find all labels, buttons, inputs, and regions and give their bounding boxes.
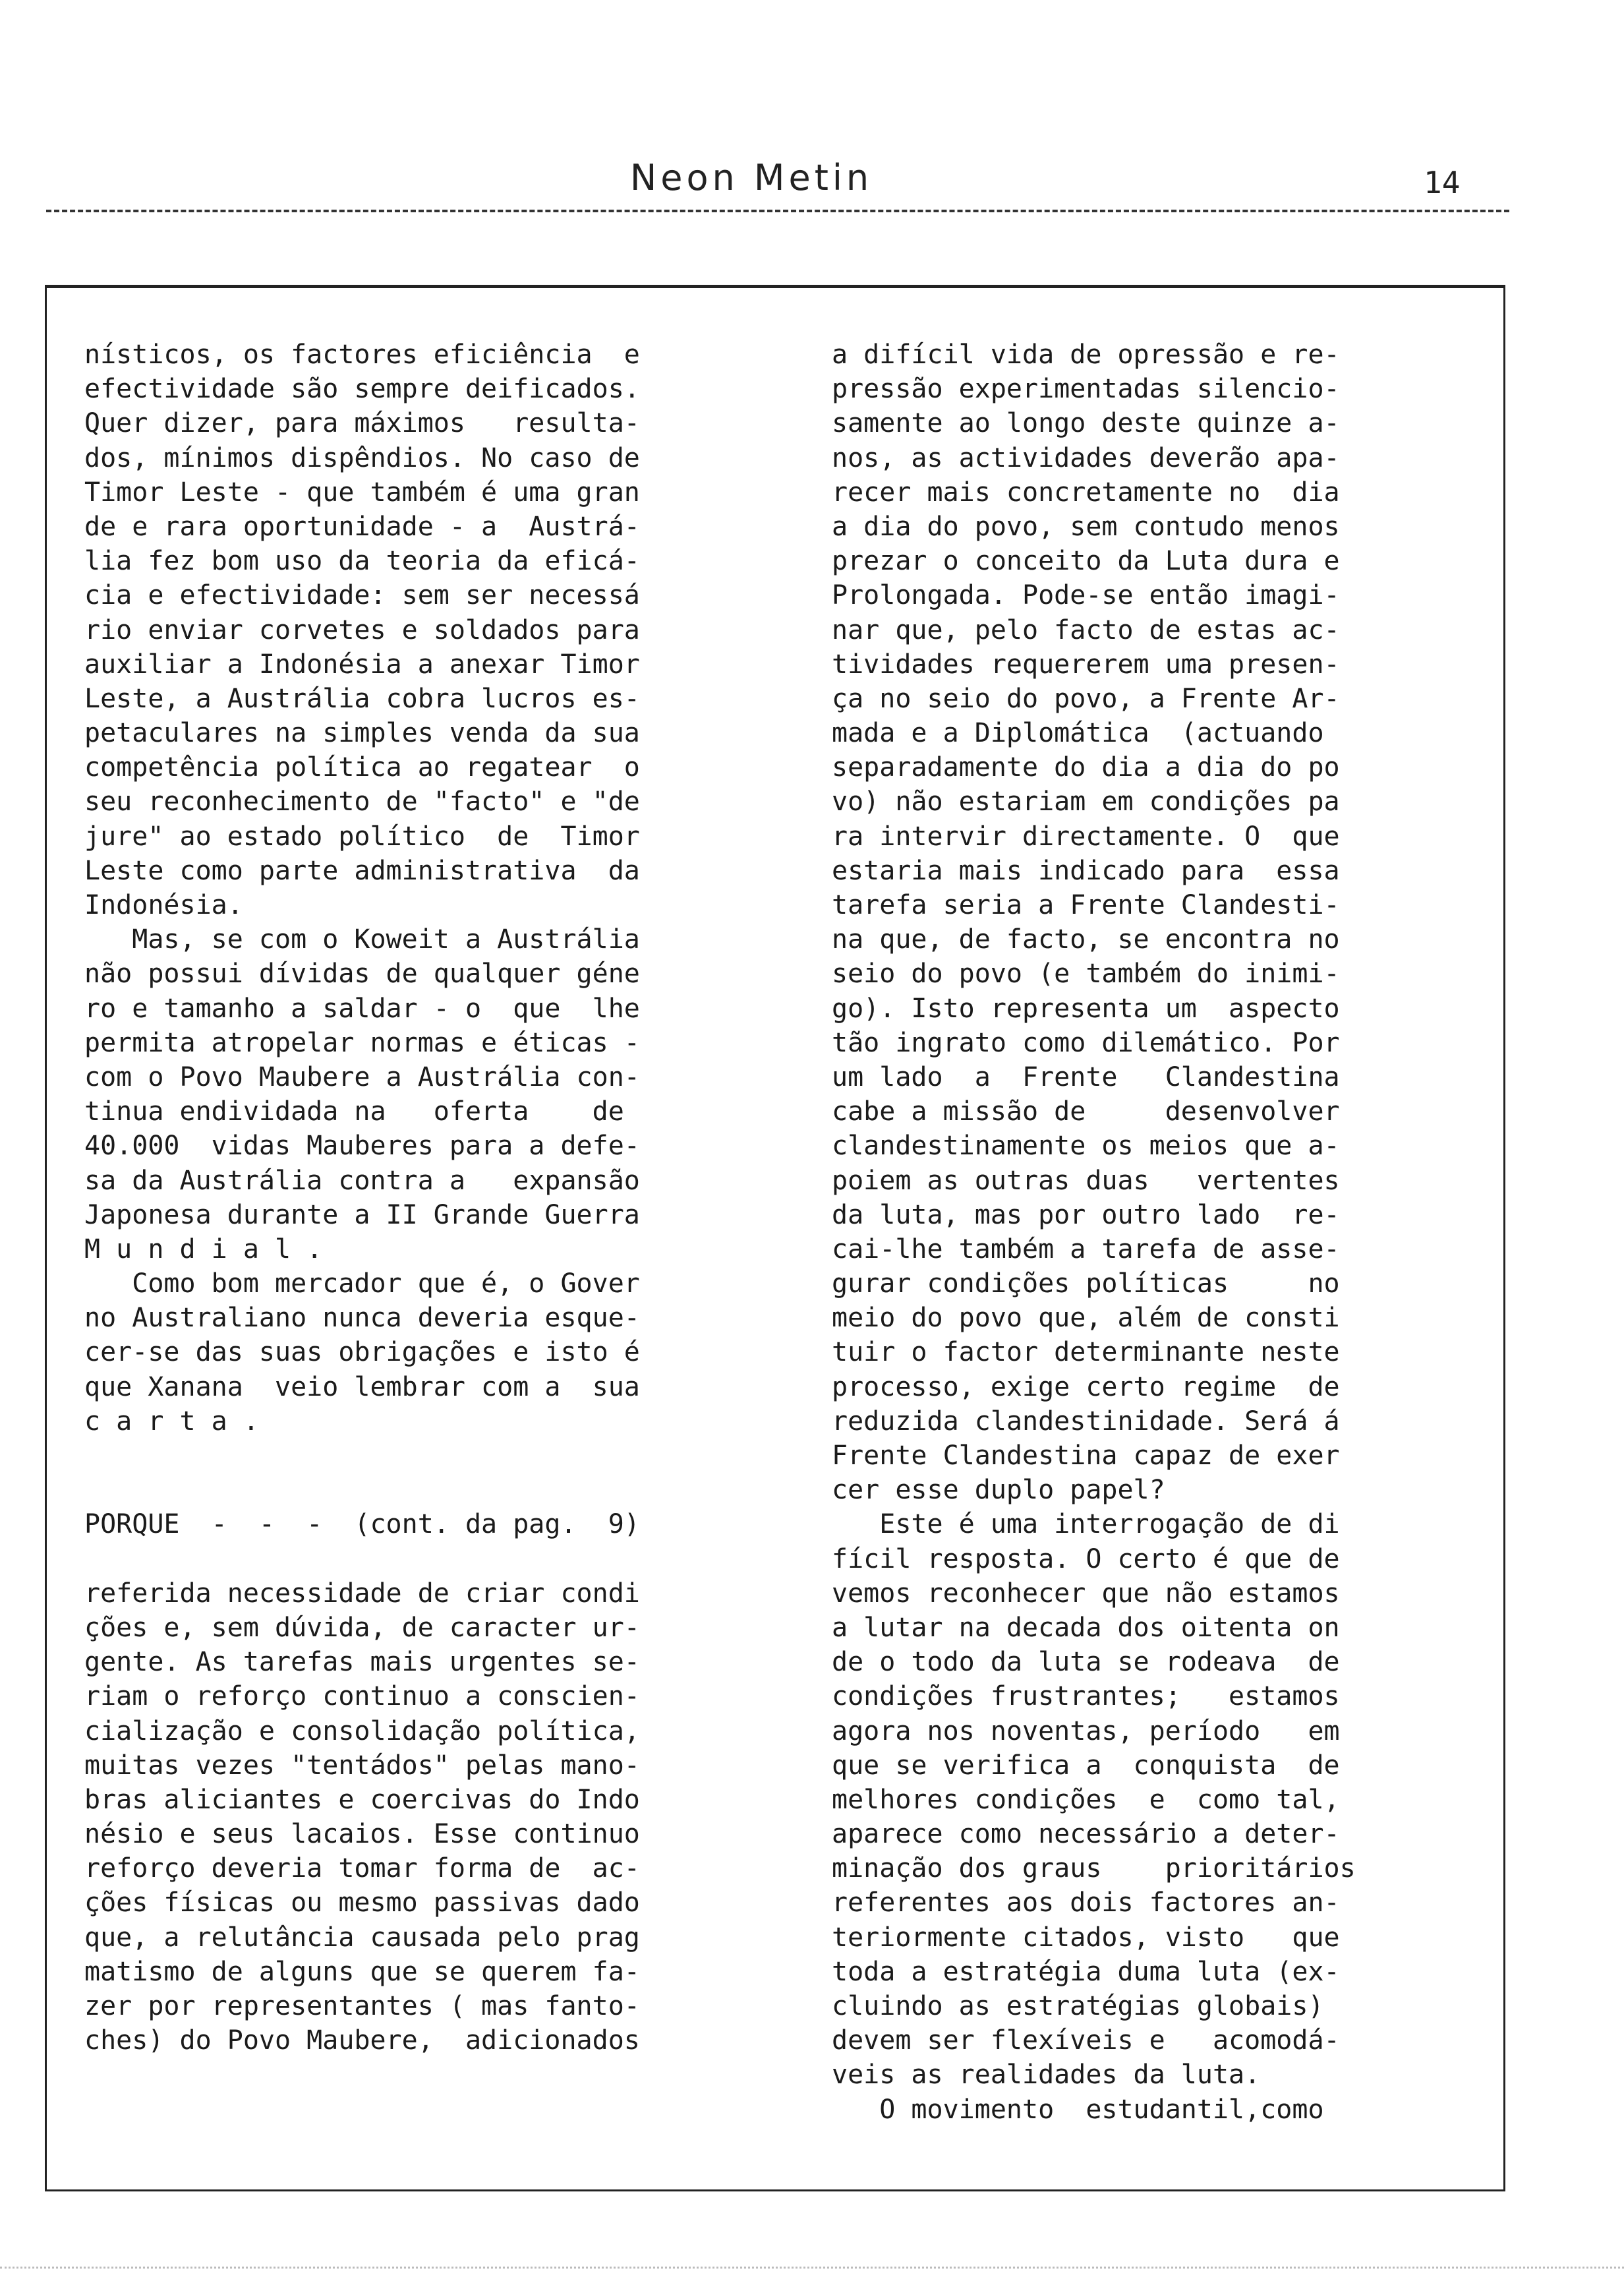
text-line: nar que, pelo facto de estas ac- — [832, 614, 1340, 645]
text-line: Leste, a Austrália cobra lucros es- — [84, 683, 640, 714]
text-line: veis as realidades da luta. — [832, 2060, 1261, 2091]
text-line: da luta, mas por outro lado re- — [832, 1199, 1340, 1230]
text-line: mada e a Diplomática (actuando — [832, 718, 1324, 749]
text-line: efectividade são sempre deificados. — [84, 374, 640, 405]
text-line: meio do povo que, além de consti — [832, 1303, 1340, 1334]
text-line: cluindo as estratégias globais) — [832, 1991, 1324, 2021]
text-line: dos, mínimos dispêndios. No caso de — [84, 442, 640, 473]
text-line: tuir o factor determinante neste — [832, 1337, 1340, 1368]
text-line: Prolongada. Pode-se então imagi- — [832, 580, 1340, 611]
text-line: tarefa seria a Frente Clandesti- — [832, 890, 1340, 920]
text-line: riam o reforço continuo a conscien- — [84, 1681, 640, 1712]
text-line: Quer dizer, para máximos resulta- — [84, 408, 640, 439]
section-heading: PORQUE - - - (cont. da pag. 9) — [84, 1509, 640, 1540]
text-line: muitas vezes "tentádos" pelas mano- — [84, 1750, 640, 1781]
blank-line — [84, 1473, 790, 1507]
text-line: aparece como necessário a deter- — [832, 1819, 1340, 1850]
text-line: matismo de alguns que se querem fa- — [84, 1956, 640, 1987]
text-line: competência política ao regatear o — [84, 752, 640, 783]
text-line: a lutar na decada dos oitenta on — [832, 1612, 1340, 1643]
text-line: vemos reconhecer que não estamos — [832, 1578, 1340, 1609]
text-line: ça no seio do povo, a Frente Ar- — [832, 683, 1340, 714]
text-line: ra intervir directamente. O que — [832, 821, 1340, 852]
text-line: a dia do povo, sem contudo menos — [832, 511, 1340, 542]
text-line: de e rara oportunidade - a Austrá- — [84, 511, 640, 542]
text-line: ches) do Povo Maubere, adicionados — [84, 2025, 640, 2056]
text-line: agora nos noventas, período em — [832, 1715, 1340, 1746]
text-line: cer esse duplo papel? — [832, 1475, 1165, 1506]
header-rule — [46, 210, 1509, 212]
text-line: Este é uma interrogação de di — [832, 1509, 1340, 1540]
left-column — [84, 338, 790, 2058]
text-line: cialização e consolidação política, — [84, 1715, 640, 1746]
text-line: que se verifica a conquista de — [832, 1750, 1340, 1781]
right-column — [832, 338, 1537, 2127]
text-line: clandestinamente os meios que a- — [832, 1131, 1340, 1162]
text-line: com o Povo Maubere a Austrália con- — [84, 1061, 640, 1092]
text-line: condições frustrantes; estamos — [832, 1681, 1340, 1712]
text-line: cai-lhe também a tarefa de asse- — [832, 1234, 1340, 1264]
text-line: processo, exige certo regime de — [832, 1371, 1340, 1402]
text-line: go). Isto representa um aspecto — [832, 993, 1340, 1024]
text-line: um lado a Frente Clandestina — [832, 1061, 1340, 1092]
blank-line — [84, 1542, 790, 1576]
text-line: Timor Leste - que também é uma gran — [84, 477, 640, 508]
text-line: poiem as outras duas vertentes — [832, 1165, 1340, 1196]
page-number: 14 — [1424, 165, 1461, 200]
text-line: cabe a missão de desenvolver — [832, 1096, 1340, 1127]
text-line: pressão experimentadas silencio- — [832, 374, 1340, 405]
text-line: Leste como parte administrativa da — [84, 855, 640, 886]
text-line: a difícil vida de opressão e re- — [832, 340, 1340, 370]
text-line: samente ao longo deste quinze a- — [832, 408, 1340, 439]
text-line: toda a estratégia duma luta (ex- — [832, 1956, 1340, 1987]
text-line: teriormente citados, visto que — [832, 1922, 1340, 1953]
text-line: fícil resposta. O certo é que de — [832, 1543, 1340, 1574]
text-line: lia fez bom uso da teoria da eficá- — [84, 546, 640, 577]
text-line: seio do povo (e também do inimi- — [832, 959, 1340, 990]
text-line: gurar condições políticas no — [832, 1268, 1340, 1299]
text-line: Mas, se com o Koweit a Austrália — [84, 924, 640, 955]
text-line: que, a relutância causada pelo prag — [84, 1922, 640, 1953]
text-line: nísticos, os factores eficiência e — [84, 340, 640, 370]
text-line: cer-se das suas obrigações e isto é — [84, 1337, 640, 1368]
text-line: minação dos graus prioritários — [832, 1853, 1356, 1884]
text-line: vo) não estariam em condições pa — [832, 787, 1340, 818]
text-line: tinua endividada na oferta de — [84, 1096, 624, 1127]
text-line: permita atropelar normas e éticas - — [84, 1027, 640, 1058]
text-line: Japonesa durante a II Grande Guerra — [84, 1199, 640, 1230]
text-line: reduzida clandestinidade. Será á — [832, 1406, 1340, 1437]
text-line: Indonésia. — [84, 890, 243, 920]
text-line: sa da Austrália contra a expansão — [84, 1165, 640, 1196]
text-line: nésio e seus lacaios. Esse continuo — [84, 1819, 640, 1850]
text-line: 40.000 vidas Mauberes para a defe- — [84, 1131, 640, 1162]
text-line: no Australiano nunca deveria esque- — [84, 1303, 640, 1334]
text-line: separadamente do dia a dia do po — [832, 752, 1340, 783]
text-line: recer mais concretamente no dia — [832, 477, 1340, 508]
text-line: tão ingrato como dilemático. Por — [832, 1027, 1340, 1058]
text-line: referentes aos dois factores an- — [832, 1888, 1340, 1918]
text-line: referida necessidade de criar condi — [84, 1578, 640, 1609]
blank-line — [84, 1439, 790, 1473]
text-line: gente. As tarefas mais urgentes se- — [84, 1647, 640, 1678]
text-line: seu reconhecimento de "facto" e "de — [84, 787, 640, 818]
text-line: jure" ao estado político de Timor — [84, 821, 640, 852]
text-line: que Xanana veio lembrar com a sua — [84, 1371, 640, 1402]
text-line: de o todo da luta se rodeava de — [832, 1647, 1340, 1678]
text-line: melhores condições e como tal, — [832, 1784, 1340, 1815]
text-line: nos, as actividades deverão apa- — [832, 442, 1340, 473]
text-line: Como bom mercador que é, o Gover — [84, 1268, 640, 1299]
text-line: tividades requererem uma presen- — [832, 649, 1340, 680]
scan-edge-dots — [0, 2267, 1624, 2269]
text-line: reforço deveria tomar forma de ac- — [84, 1853, 640, 1884]
text-line: na que, de facto, se encontra no — [832, 924, 1340, 955]
text-line: bras aliciantes e coercivas do Indo — [84, 1784, 640, 1815]
text-line: rio enviar corvetes e soldados para — [84, 614, 640, 645]
text-line: zer por representantes ( mas fanto- — [84, 1991, 640, 2021]
text-line: não possui dívidas de qualquer géne — [84, 959, 640, 990]
text-line: petaculares na simples venda da sua — [84, 718, 640, 749]
text-line: Frente Clandestina capaz de exer — [832, 1441, 1340, 1471]
text-line: ções físicas ou mesmo passivas dado — [84, 1888, 640, 1918]
text-line: c a r t a . — [84, 1406, 259, 1437]
text-line: ro e tamanho a saldar - o que lhe — [84, 993, 640, 1024]
text-line: cia e efectividade: sem ser necessá — [84, 580, 640, 611]
text-line: ções e, sem dúvida, de caracter ur- — [84, 1612, 640, 1643]
text-line: devem ser flexíveis e acomodá- — [832, 2025, 1340, 2056]
text-line: O movimento estudantil,como — [832, 2094, 1324, 2125]
text-line: estaria mais indicado para essa — [832, 855, 1340, 886]
text-line: auxiliar a Indonésia a anexar Timor — [84, 649, 640, 680]
running-header-title: Neon Metin — [629, 157, 873, 198]
text-line: M u n d i a l . — [84, 1234, 323, 1264]
text-line: prezar o conceito da Luta dura e — [832, 546, 1340, 577]
